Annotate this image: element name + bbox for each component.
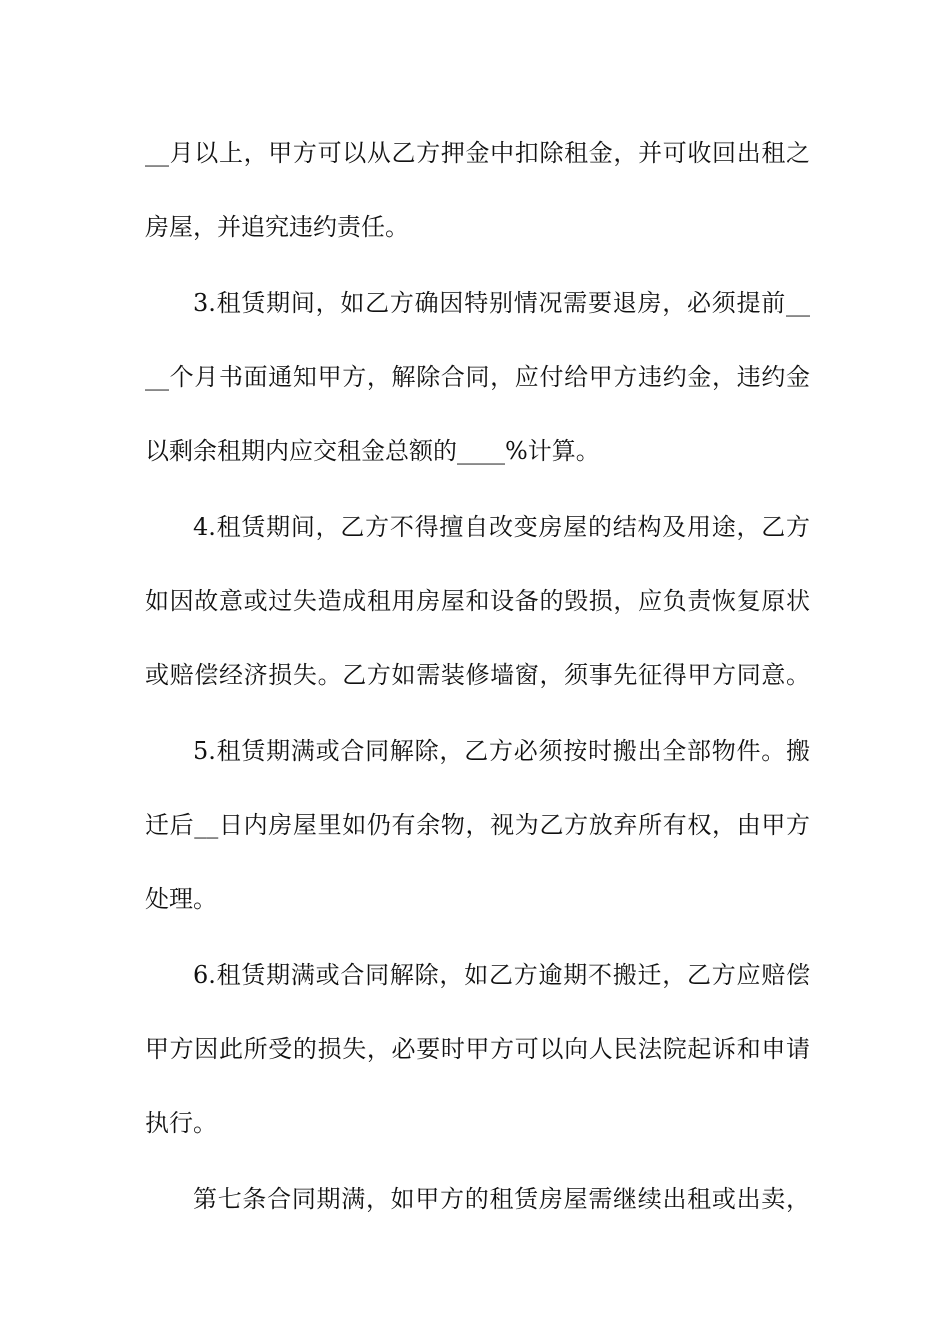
paragraph-line: 迁后__日内房屋里如仍有余物，视为乙方放弃所有权，由甲方 (145, 811, 810, 839)
clause-3-line: 3.租赁期间，如乙方确因特别情况需要退房，必须提前__ (193, 289, 810, 317)
paragraph-line: 以剩余租期内应交租金总额的____%计算。 (145, 437, 600, 465)
paragraph-line: 甲方因此所受的损失，必要时甲方可以向人民法院起诉和申请 (145, 1035, 810, 1063)
paragraph-line: 如因故意或过失造成租用房屋和设备的毁损，应负责恢复原状 (145, 587, 810, 615)
clause-6-line: 6.租赁期满或合同解除，如乙方逾期不搬迁，乙方应赔偿 (193, 961, 810, 989)
clause-4-line: 4.租赁期间，乙方不得擅自改变房屋的结构及用途，乙方 (193, 513, 810, 541)
article-7-line: 第七条合同期满，如甲方的租赁房屋需继续出租或出卖， (193, 1185, 810, 1213)
paragraph-line: 房屋，并追究违约责任。 (145, 213, 409, 241)
clause-5-line: 5.租赁期满或合同解除，乙方必须按时搬出全部物件。搬 (193, 737, 810, 765)
paragraph-line: 处理。 (145, 885, 217, 913)
paragraph-line: __个月书面通知甲方，解除合同，应付给甲方违约金，违约金 (145, 363, 810, 391)
paragraph-line: 执行。 (145, 1109, 217, 1137)
paragraph-line: __月以上，甲方可以从乙方押金中扣除租金，并可收回出租之 (145, 139, 810, 167)
paragraph-line: 或赔偿经济损失。乙方如需装修墙窗，须事先征得甲方同意。 (145, 661, 810, 689)
